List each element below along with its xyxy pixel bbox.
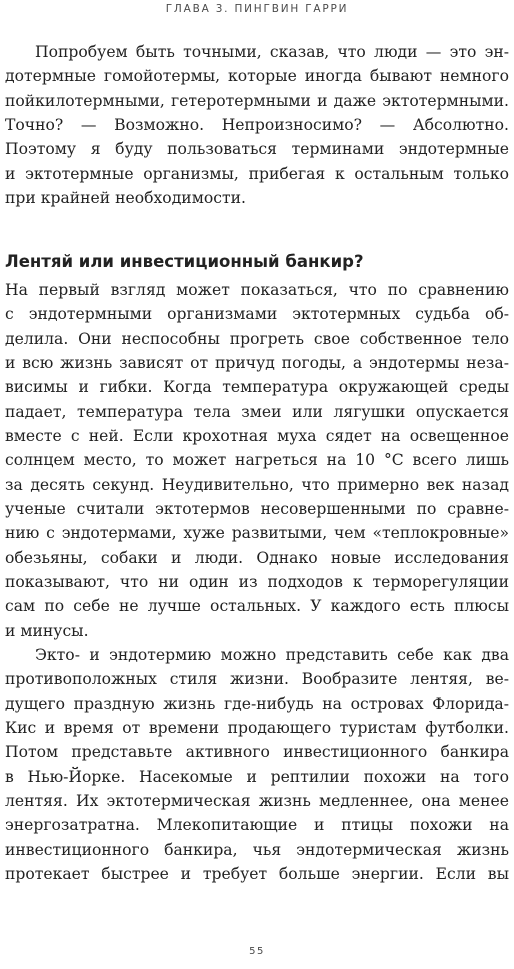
paragraph-3 xyxy=(5,643,509,886)
text-line: солнцем место, то может нагреться на 10 °С всего лишь xyxy=(5,451,509,470)
page-number: 55 xyxy=(249,946,265,957)
text-line: и эктотермные организмы, прибегая к остальным только xyxy=(5,164,509,183)
text-line: сам по себе не лучше остальных. У каждого есть плюсы xyxy=(5,597,509,616)
paragraph-2 xyxy=(5,278,509,643)
text-line: вместе с ней. Если крохотная муха сядет на освещенное xyxy=(5,427,509,446)
text-line: Экто- и эндотермию можно представить себе как два xyxy=(35,646,509,664)
text-line: за десять секунд. Неудивительно, что примерно век назад xyxy=(5,475,509,494)
text-line: с эндотермными организмами эктотермных судьба об- xyxy=(5,305,509,324)
text-line: Попробуем быть точными, сказав, что люди — это эн- xyxy=(35,43,509,61)
text-line: протекает быстрее и требует больше энергии. Если вы xyxy=(5,865,509,884)
text-line: падает, температура тела змеи или лягушки опускается xyxy=(5,402,509,421)
text-line: висимы и гибки. Когда температура окружающей среды xyxy=(5,378,509,397)
text-line: Поэтому я буду пользоваться терминами эндотермные xyxy=(5,140,509,159)
text-line: и всю жизнь зависят от причуд погоды, а эндотермы неза- xyxy=(5,354,509,373)
text-line: и минусы. xyxy=(5,621,89,640)
text-line: дотермные гомойотермы, которые иногда бывают немного xyxy=(5,67,509,86)
text-line: пойкилотермными, гетеротермными и даже эктотермными. xyxy=(5,91,509,110)
text-line: в Нью-Йорке. Насекомые и рептилии похожи на того xyxy=(5,767,509,786)
section-heading: Лентяй или инвестиционный банкир? xyxy=(5,252,364,271)
text-line: нию с эндотермами, хуже развитыми, чем «теплокровные» xyxy=(5,524,509,543)
text-line: дущего праздную жизнь где-нибудь на островах Флорида- xyxy=(5,694,509,713)
text-line: при крайней необходимости. xyxy=(5,189,246,208)
text-line: ученые считали эктотермов несовершенными по сравне- xyxy=(5,500,509,519)
text-line: Кис и время от времени продающего туристам футболки. xyxy=(5,719,509,738)
text-line: энергозатратна. Млекопитающие и птицы похожи на xyxy=(5,816,509,835)
text-line: лентяя. Их эктотермическая жизнь медленнее, она менее xyxy=(5,792,509,811)
running-head: ГЛАВА 3. ПИНГВИН ГАРРИ xyxy=(165,3,349,15)
text-line: Точно? — Возможно. Непроизносимо? — Абсолютно. xyxy=(5,116,509,135)
text-line: На первый взгляд может показаться, что по сравнению xyxy=(5,281,509,299)
paragraph-1 xyxy=(5,40,509,210)
text-line: Потом представьте активного инвестиционного банкира xyxy=(5,743,509,762)
text-line: делила. Они неспособны прогреть свое собственное тело xyxy=(5,329,509,348)
text-line: показывают, что ни один из подходов к терморегуляции xyxy=(5,573,509,592)
text-line: обезьяны, собаки и люди. Однако новые исследования xyxy=(5,548,509,567)
text-line: инвестиционного банкира, чья эндотермическая жизнь xyxy=(5,840,509,859)
text-line: противоположных стиля жизни. Вообразите лентяя, ве- xyxy=(5,670,509,689)
